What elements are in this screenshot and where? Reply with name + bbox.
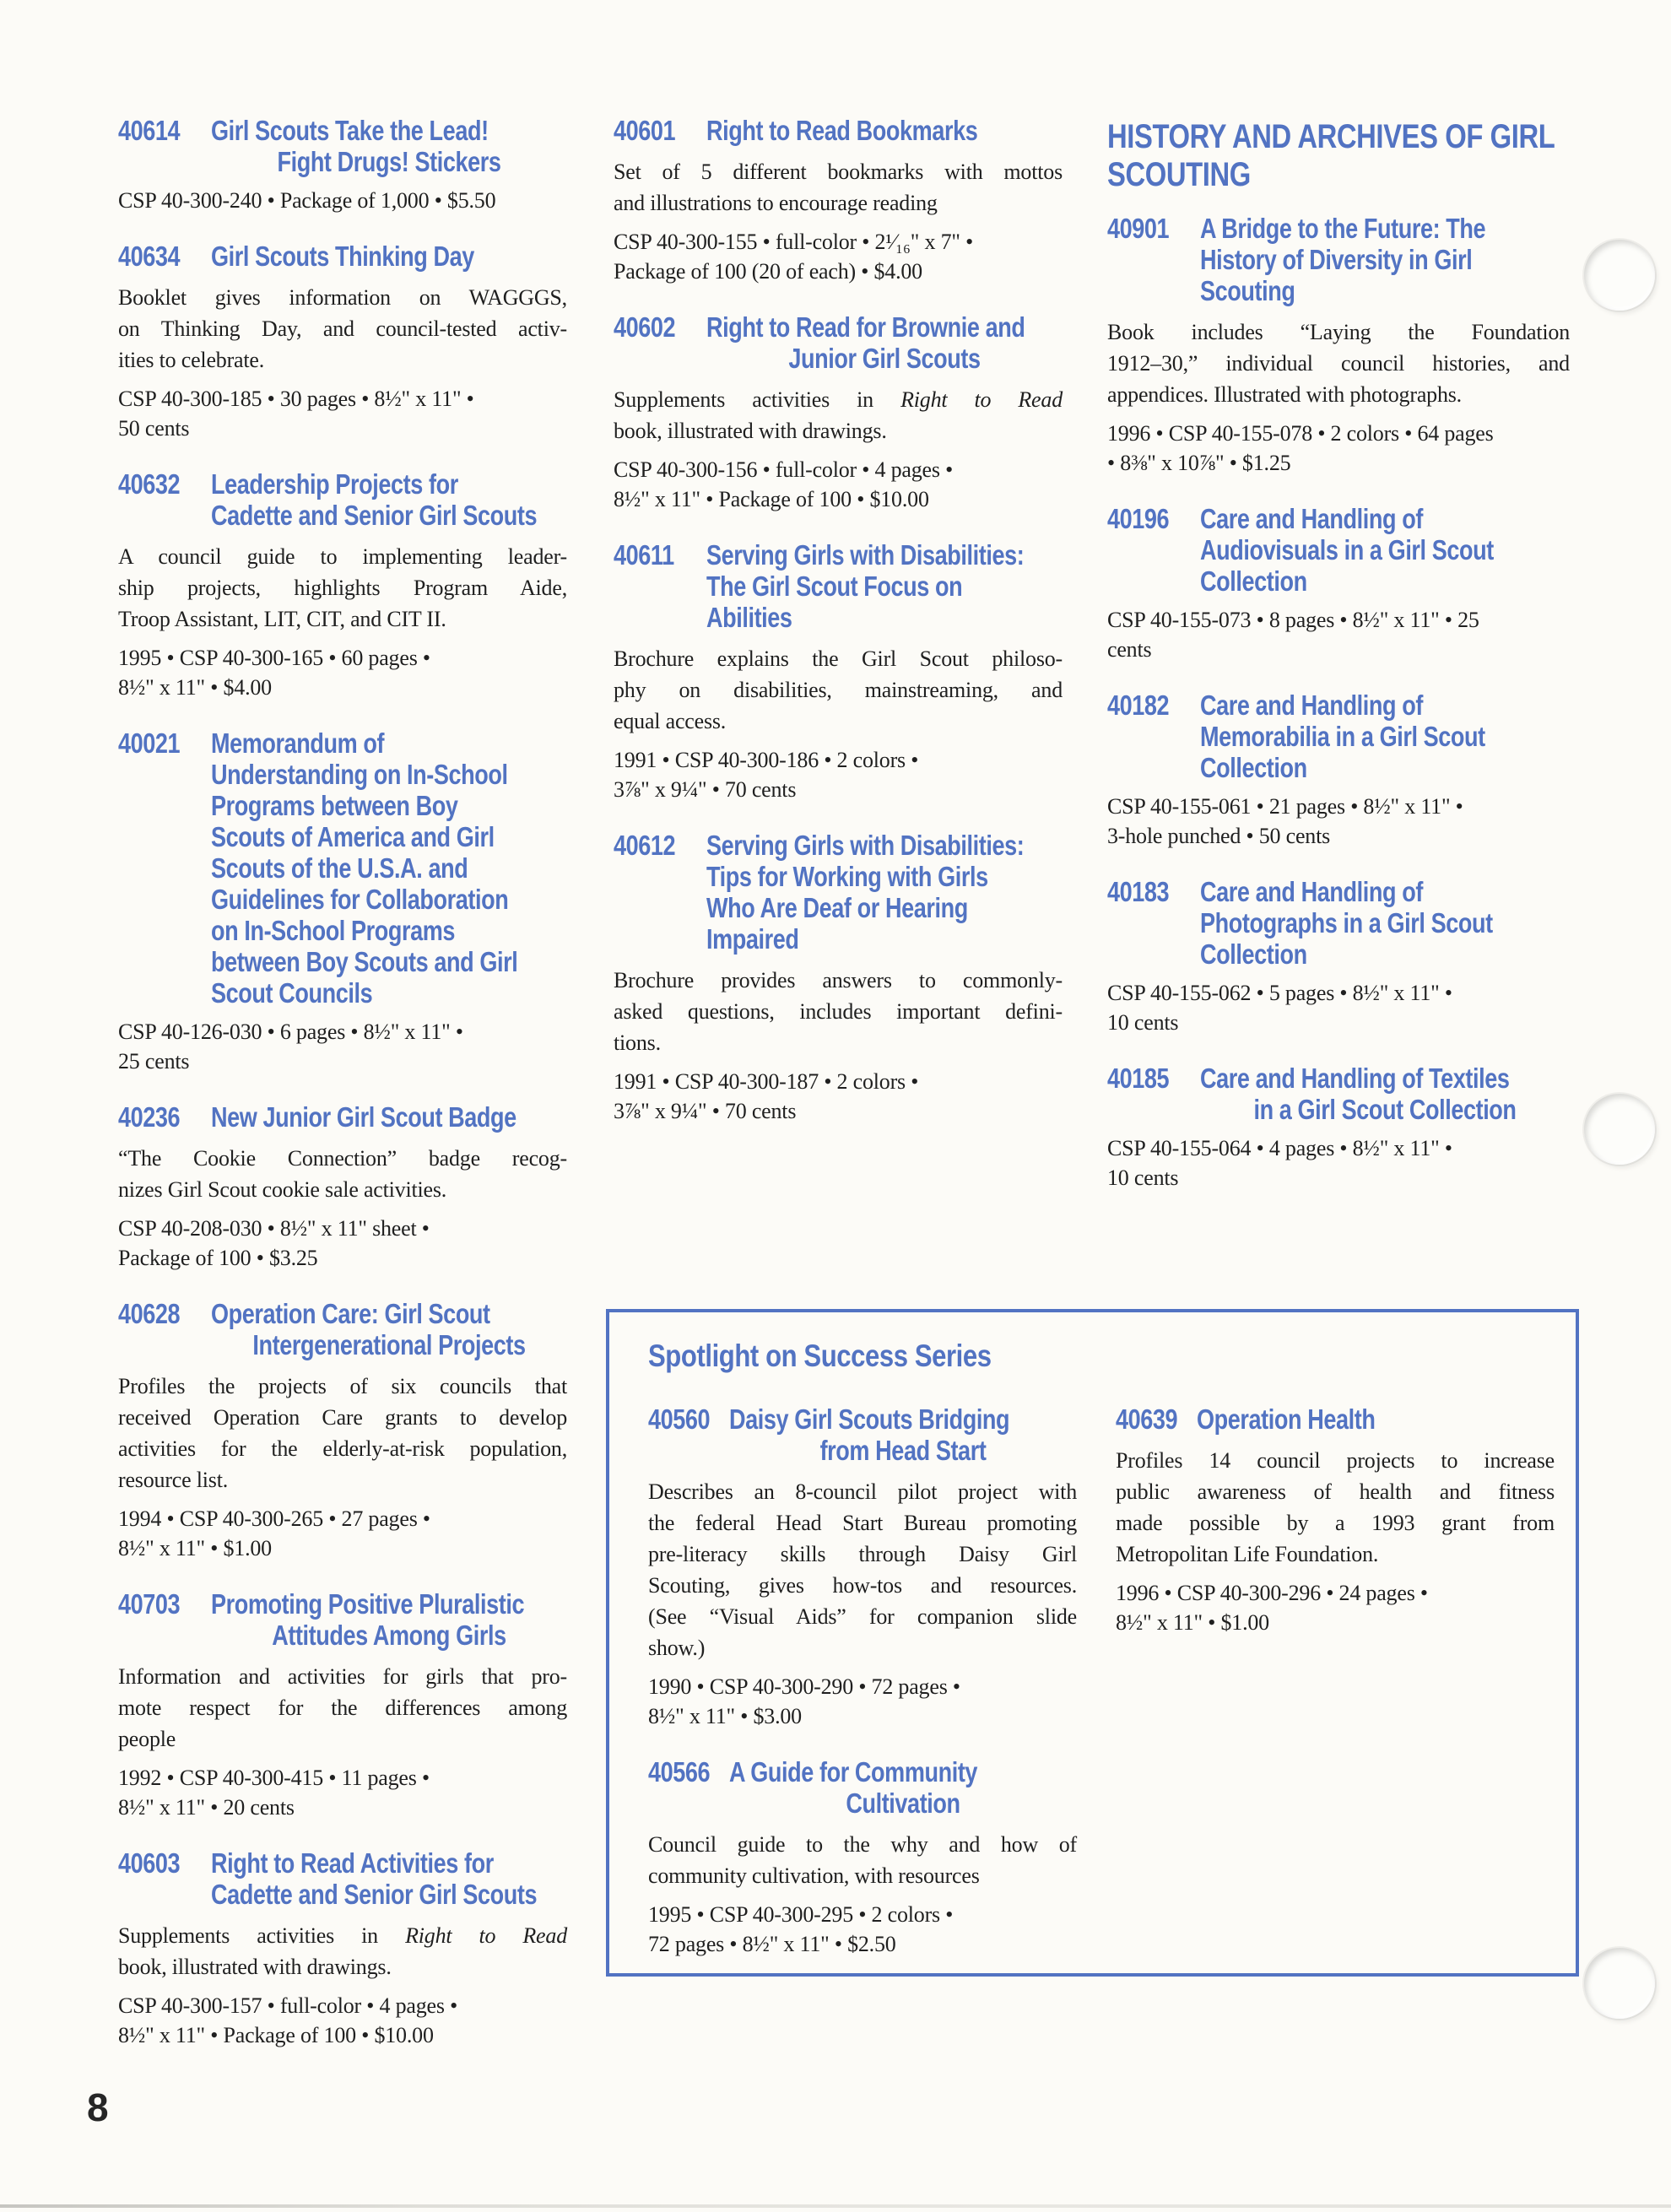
item-description: Supplements activities in Right to Read book, illustrated with drawings. bbox=[614, 387, 1063, 443]
catalog-item-40021 bbox=[118, 727, 567, 1076]
item-number: 40901 bbox=[1107, 213, 1170, 244]
item-description: Profiles the projects of six councils that received Operation Care grants to develop activities for the elderly-at-risk population, resource list. bbox=[118, 1374, 567, 1492]
item-title: Programs between Boy bbox=[211, 790, 458, 821]
item-details: CSP 40-300-185 • 30 pages • 8½" x 11" • 50 cents bbox=[118, 387, 474, 441]
item-number: 40632 bbox=[118, 468, 181, 500]
item-title: A Guide for Community bbox=[729, 1756, 978, 1787]
item-title: Leadership Projects for bbox=[211, 468, 458, 500]
item-title: Understanding on In-School bbox=[211, 759, 508, 790]
item-title: Abilities bbox=[706, 602, 792, 633]
item-description: Brochure explains the Girl Scout philoso- phy on disabilities, mainstreaming, and equal access. bbox=[614, 646, 1063, 733]
item-heading bbox=[1107, 876, 1570, 970]
catalog-item-40185 bbox=[1107, 1063, 1570, 1193]
catalog-item-40612 bbox=[614, 830, 1063, 1126]
item-title: Scout Councils bbox=[211, 977, 373, 1009]
item-title: Care and Handling of bbox=[1200, 876, 1423, 907]
page-number: 8 bbox=[87, 2085, 109, 2129]
item-title: Cadette and Senior Girl Scouts bbox=[211, 1879, 538, 1910]
item-title: Cadette and Senior Girl Scouts bbox=[211, 500, 538, 531]
item-description: Set of 5 different bookmarks with mottos and illustrations to encourage reading bbox=[614, 160, 1063, 215]
item-title: History of Diversity in Girl bbox=[1200, 244, 1473, 275]
item-heading bbox=[1107, 213, 1570, 306]
item-description: Profiles 14 council projects to increase public awareness of health and fitness made possible by a 1993 grant from Metropolitan Life Foundation. bbox=[1116, 1448, 1555, 1566]
item-details: CSP 40-300-155 • full-color • 2¹⁄₁₆" x 7" • Package of 100 (20 of each) • $4.00 bbox=[614, 230, 973, 284]
item-heading bbox=[118, 727, 567, 1009]
catalog-item-40566 bbox=[648, 1756, 1077, 1959]
item-title: Care and Handling of Textiles bbox=[1200, 1063, 1510, 1094]
item-details: CSP 40-155-073 • 8 pages • 8½" x 11" • 25 cents bbox=[1107, 608, 1479, 662]
item-title: Intergenerational Projects bbox=[252, 1329, 526, 1360]
item-title: Cultivation bbox=[846, 1787, 960, 1819]
item-title: in a Girl Scout Collection bbox=[1253, 1094, 1517, 1125]
catalog-item-40611 bbox=[614, 539, 1063, 804]
item-title: Audiovisuals in a Girl Scout bbox=[1200, 534, 1494, 565]
spotlight-series-title: Spotlight on Success Series bbox=[648, 1339, 992, 1373]
section-header-line: SCOUTING bbox=[1107, 156, 1251, 193]
item-heading bbox=[1107, 690, 1570, 783]
item-number: 40639 bbox=[1116, 1403, 1178, 1435]
item-details: 1990 • CSP 40-300-290 • 72 pages • 8½" x 11" • $3.00 bbox=[648, 1674, 960, 1728]
spotlight-right-column bbox=[1116, 1403, 1555, 1984]
catalog-item-40901 bbox=[1107, 213, 1570, 478]
item-description: Supplements activities in Right to Read book, illustrated with drawings. bbox=[118, 1923, 567, 1979]
catalog-item-40601 bbox=[614, 115, 1063, 286]
catalog-item-40183 bbox=[1107, 876, 1570, 1037]
catalog-item-40634 bbox=[118, 241, 567, 443]
item-number: 40614 bbox=[118, 115, 181, 146]
item-number: 40566 bbox=[648, 1756, 711, 1787]
item-heading bbox=[1107, 1063, 1570, 1125]
item-description: Information and activities for girls that pro- mote respect for the differences among people bbox=[118, 1664, 567, 1751]
item-details: 1995 • CSP 40-300-165 • 60 pages • 8½" x 11" • $4.00 bbox=[118, 646, 430, 700]
item-title: Operation Care: Girl Scout bbox=[211, 1298, 490, 1329]
item-number: 40602 bbox=[614, 311, 676, 343]
item-heading bbox=[1107, 503, 1570, 597]
item-heading bbox=[118, 241, 567, 272]
item-details: CSP 40-155-064 • 4 pages • 8½" x 11" • 10 cents bbox=[1107, 1136, 1452, 1190]
column-left bbox=[118, 115, 567, 2075]
spotlight-on-success-box bbox=[606, 1309, 1579, 1977]
item-title: Attitudes Among Girls bbox=[272, 1620, 506, 1651]
item-title: Collection bbox=[1200, 938, 1307, 970]
spotlight-columns bbox=[648, 1403, 1576, 1984]
catalog-item-40602 bbox=[614, 311, 1063, 514]
item-number: 40182 bbox=[1107, 690, 1170, 721]
catalog-item-40639 bbox=[1116, 1403, 1555, 1637]
item-number: 40603 bbox=[118, 1847, 181, 1879]
item-title: from Head Start bbox=[819, 1435, 987, 1466]
binder-hole-middle bbox=[1584, 1094, 1655, 1165]
item-title: Girl Scouts Take the Lead! bbox=[211, 115, 489, 146]
item-heading bbox=[118, 468, 567, 531]
item-details: 1995 • CSP 40-300-295 • 2 colors • 72 pages • 8½" x 11" • $2.50 bbox=[648, 1902, 954, 1956]
item-heading bbox=[118, 1101, 567, 1133]
column-right-history-archives bbox=[1107, 118, 1570, 1218]
item-title: Girl Scouts Thinking Day bbox=[211, 241, 474, 272]
item-title: A Bridge to the Future: The bbox=[1200, 213, 1486, 244]
item-title: Promoting Positive Pluralistic bbox=[211, 1588, 525, 1620]
item-number: 40185 bbox=[1107, 1063, 1170, 1094]
item-title: between Boy Scouts and Girl bbox=[211, 946, 518, 977]
item-title: Right to Read Bookmarks bbox=[706, 115, 978, 146]
catalog-item-40560 bbox=[648, 1403, 1077, 1731]
spotlight-left-column bbox=[648, 1403, 1077, 1984]
item-heading bbox=[118, 1298, 567, 1360]
item-title: Operation Health bbox=[1197, 1403, 1376, 1435]
catalog-item-40632 bbox=[118, 468, 567, 702]
catalog-item-40703 bbox=[118, 1588, 567, 1822]
catalog-item-40236 bbox=[118, 1101, 567, 1273]
item-details: 1991 • CSP 40-300-186 • 2 colors • 3⅞" x 9¼" • 70 cents bbox=[614, 748, 919, 802]
item-title: Right to Read Activities for bbox=[211, 1847, 494, 1879]
section-header-history-and-archives bbox=[1107, 118, 1570, 194]
item-title: Right to Read for Brownie and bbox=[706, 311, 1025, 343]
item-title: Care and Handling of bbox=[1200, 690, 1423, 721]
item-title: Fight Drugs! Stickers bbox=[277, 146, 501, 177]
item-description: Book includes “Laying the Foundation 1912–30,” individual council histories, and appendices. Illustrated with photographs. bbox=[1107, 320, 1570, 407]
item-details: CSP 40-155-061 • 21 pages • 8½" x 11" • 3-hole punched • 50 cents bbox=[1107, 794, 1463, 848]
item-title: New Junior Girl Scout Badge bbox=[211, 1101, 516, 1133]
item-title: on In-School Programs bbox=[211, 915, 456, 946]
item-number: 40703 bbox=[118, 1588, 181, 1620]
column-middle bbox=[614, 115, 1063, 1151]
binder-hole-top bbox=[1584, 240, 1655, 311]
item-title: The Girl Scout Focus on bbox=[706, 571, 963, 602]
item-title: Scouting bbox=[1200, 275, 1295, 306]
item-details: CSP 40-155-062 • 5 pages • 8½" x 11" • 10 cents bbox=[1107, 981, 1452, 1035]
item-description: A council guide to implementing leader- ship projects, highlights Program Aide, Troop Assistant, LIT, CIT, and CIT II. bbox=[118, 544, 567, 631]
item-title: Serving Girls with Disabilities: bbox=[706, 539, 1025, 571]
item-details: CSP 40-300-157 • full-color • 4 pages • 8½" x 11" • Package of 100 • $10.00 bbox=[118, 1993, 458, 2047]
section-header-line: HISTORY AND ARCHIVES OF GIRL bbox=[1107, 118, 1555, 155]
item-details: CSP 40-208-030 • 8½" x 11" sheet • Package of 100 • $3.25 bbox=[118, 1216, 430, 1270]
binder-hole-bottom bbox=[1584, 1948, 1655, 2019]
item-number: 40628 bbox=[118, 1298, 181, 1329]
catalog-item-40182 bbox=[1107, 690, 1570, 851]
item-details: 1996 • CSP 40-155-078 • 2 colors • 64 pages • 8⅜" x 10⅞" • $1.25 bbox=[1107, 421, 1494, 475]
item-details: 1992 • CSP 40-300-415 • 11 pages • 8½" x 11" • 20 cents bbox=[118, 1766, 430, 1820]
item-description: Booklet gives information on WAGGGS, on Thinking Day, and council-tested activ- ities to celebrate. bbox=[118, 285, 567, 372]
item-title: Memorandum of bbox=[211, 727, 385, 759]
catalog-item-40628 bbox=[118, 1298, 567, 1563]
item-title: Serving Girls with Disabilities: bbox=[706, 830, 1025, 861]
item-title: Daisy Girl Scouts Bridging bbox=[729, 1403, 1010, 1435]
item-description: Brochure provides answers to commonly- asked questions, includes important defini- tions. bbox=[614, 968, 1063, 1055]
item-heading bbox=[118, 1847, 567, 1910]
item-number: 40183 bbox=[1107, 876, 1170, 907]
item-heading bbox=[648, 1756, 1077, 1819]
item-number: 40236 bbox=[118, 1101, 181, 1133]
item-title: Guidelines for Collaboration bbox=[211, 884, 509, 915]
item-number: 40612 bbox=[614, 830, 676, 861]
item-number: 40021 bbox=[118, 727, 181, 759]
item-heading bbox=[614, 311, 1063, 374]
item-description: “The Cookie Connection” badge recog- nizes Girl Scout cookie sale activities. bbox=[118, 1146, 567, 1202]
item-title: Scouts of the U.S.A. and bbox=[211, 852, 468, 884]
item-details: 1996 • CSP 40-300-296 • 24 pages • 8½" x 11" • $1.00 bbox=[1116, 1581, 1428, 1635]
catalog-item-40196 bbox=[1107, 503, 1570, 664]
item-heading bbox=[648, 1403, 1077, 1466]
item-details: 1994 • CSP 40-300-265 • 27 pages • 8½" x 11" • $1.00 bbox=[118, 1506, 430, 1560]
item-description: Council guide to the why and how of community cultivation, with resources bbox=[648, 1832, 1077, 1888]
item-title: Photographs in a Girl Scout bbox=[1200, 907, 1493, 938]
item-heading bbox=[614, 115, 1063, 146]
item-title: Scouts of America and Girl bbox=[211, 821, 495, 852]
item-number: 40560 bbox=[648, 1403, 711, 1435]
item-details: 1991 • CSP 40-300-187 • 2 colors • 3⅞" x 9¼" • 70 cents bbox=[614, 1069, 919, 1123]
item-title: Junior Girl Scouts bbox=[788, 343, 981, 374]
item-title: Collection bbox=[1200, 565, 1307, 597]
item-details: CSP 40-300-156 • full-color • 4 pages • 8½" x 11" • Package of 100 • $10.00 bbox=[614, 457, 954, 511]
item-number: 40196 bbox=[1107, 503, 1170, 534]
catalog-item-40603 bbox=[118, 1847, 567, 2050]
item-title: Who Are Deaf or Hearing bbox=[706, 892, 968, 923]
item-title: Tips for Working with Girls bbox=[706, 861, 988, 892]
item-number: 40634 bbox=[118, 241, 181, 272]
item-number: 40611 bbox=[614, 539, 674, 571]
item-details: CSP 40-300-240 • Package of 1,000 • $5.50 bbox=[118, 188, 496, 213]
item-title: Care and Handling of bbox=[1200, 503, 1423, 534]
item-title: Impaired bbox=[706, 923, 799, 955]
catalog-item-40614 bbox=[118, 115, 567, 215]
item-heading bbox=[614, 830, 1063, 955]
item-heading bbox=[1116, 1403, 1555, 1435]
item-details: CSP 40-126-030 • 6 pages • 8½" x 11" • 25 cents bbox=[118, 1019, 463, 1074]
history-items bbox=[1107, 213, 1570, 1193]
item-title: Collection bbox=[1200, 752, 1307, 783]
item-number: 40601 bbox=[614, 115, 676, 146]
item-heading bbox=[118, 115, 567, 177]
scan-bottom-edge bbox=[0, 2204, 1671, 2208]
item-description: Describes an 8-council pilot project with the federal Head Start Bureau promoting pre-literacy skills through Daisy Girl Scouting, gives how-tos and resources. (See “Visual Aids” for companion slide show.) bbox=[648, 1479, 1077, 1660]
item-heading bbox=[118, 1588, 567, 1651]
item-heading bbox=[614, 539, 1063, 633]
item-title: Memorabilia in a Girl Scout bbox=[1200, 721, 1485, 752]
